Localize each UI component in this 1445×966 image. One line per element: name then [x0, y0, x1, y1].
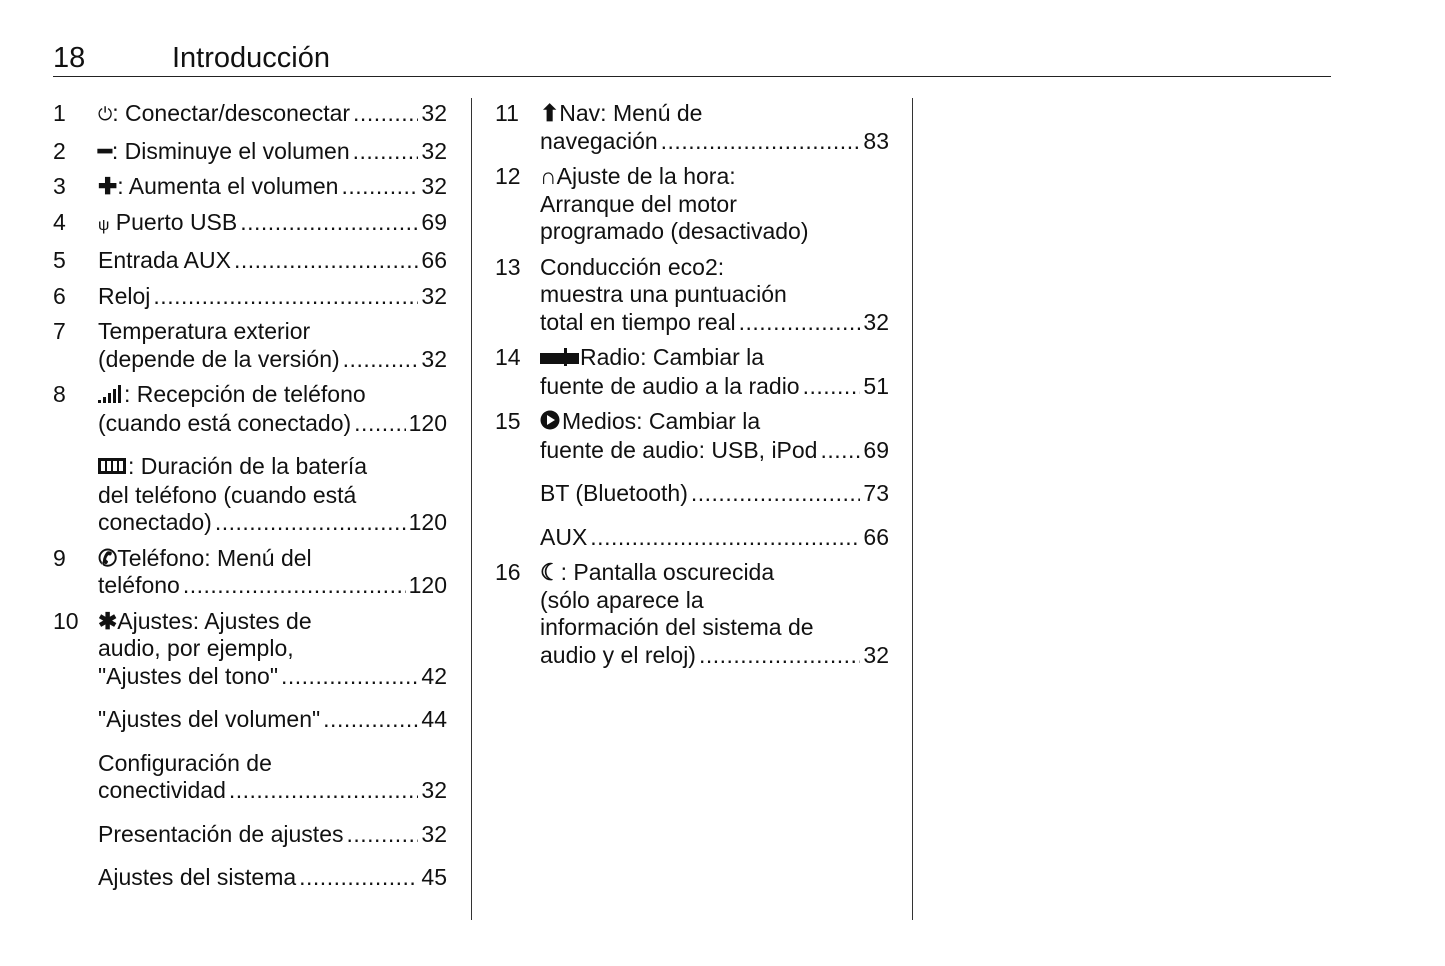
list-item: 8 : Recepción de teléfono (cuando está conectado) ..... 120	[53, 381, 447, 437]
toc-line: ✚: Aumenta el volumen ..... 32	[98, 173, 447, 201]
item-number: 12	[495, 163, 521, 189]
list-item	[53, 706, 447, 734]
leader-dots	[281, 663, 418, 691]
minus-icon: ━	[98, 137, 112, 164]
item-number: 16	[495, 559, 521, 586]
item-number: 8	[53, 381, 66, 407]
page-ref: 32	[421, 100, 447, 126]
list-item	[53, 821, 447, 849]
page-ref: 73	[863, 480, 889, 507]
item-number: 13	[495, 253, 521, 280]
list-item: 12 ∩Ajuste de la hora: Arranque del motor programado (desactivado)	[495, 163, 809, 244]
page-ref: 120	[408, 509, 447, 536]
media-play-icon	[540, 409, 562, 437]
leader-dots	[229, 777, 419, 805]
list-item: 15 Medios: Cambiar la fuente de audio: USB, iPod ..... 69	[495, 408, 889, 464]
leader-dots	[699, 642, 860, 670]
item-number: 11	[495, 100, 519, 126]
plus-icon: ✚	[98, 173, 118, 199]
list-item: : Duración de la batería del teléfono (cuando está conectado) ..... 120	[53, 453, 447, 537]
page-header	[53, 40, 1331, 77]
leader-dots	[215, 509, 406, 537]
leader-dots	[739, 309, 861, 337]
list-item	[53, 138, 447, 166]
column-divider-left	[471, 98, 472, 920]
toc-line: total en tiempo real ..... 32	[540, 309, 889, 337]
phone-icon: ✆	[98, 544, 118, 571]
list-item: 14 Radio: Cambiar la fuente de audio a la radio ..... 51	[495, 344, 889, 400]
page-ref: 69	[421, 208, 447, 235]
toc-line: teléfono ..... 120	[98, 572, 447, 600]
right-column	[495, 100, 889, 677]
item-number: 6	[53, 282, 66, 309]
list-item: 9 ✆Teléfono: Menú del teléfono ..... 120	[53, 545, 447, 600]
toc-line: (depende de la versión) ..... 32	[98, 346, 447, 374]
gear-icon: ✱	[98, 607, 118, 634]
page-number: 18	[53, 42, 86, 74]
toc-line: ψ Puerto USB ..... 69	[98, 209, 447, 240]
toc-line: ━: Disminuye el volumen ..... 32	[98, 138, 447, 166]
leader-dots	[343, 346, 419, 374]
page-ref: 66	[421, 247, 447, 273]
list-item: 11 ⬆Nav: Menú de navegación ..... 83	[495, 100, 889, 155]
list-item	[495, 524, 889, 552]
item-number: 7	[53, 318, 66, 344]
toc-line: conectividad ..... 32	[98, 777, 447, 805]
toc-line: ⏻: Conectar/desconectar ..... 32	[98, 100, 447, 130]
page-ref: 45	[421, 864, 447, 891]
toc-line: "Ajustes del tono" ..... 42	[98, 663, 447, 691]
item-number: 1	[53, 100, 66, 126]
leader-dots	[590, 524, 860, 552]
toc-line: conectado) ..... 120	[98, 509, 447, 537]
leader-dots	[820, 437, 860, 465]
leader-dots	[353, 138, 419, 166]
toc-line: Entrada AUX ..... 66	[98, 247, 447, 275]
toc-line: fuente de audio: USB, iPod ..... 69	[540, 437, 889, 465]
left-column	[53, 100, 447, 900]
toc-line: BT (Bluetooth) ..... 73	[540, 480, 889, 508]
battery-icon	[98, 454, 128, 482]
page-ref: 32	[421, 137, 447, 164]
list-item	[53, 209, 447, 240]
item-number: 14	[495, 344, 521, 370]
leader-dots	[299, 864, 418, 892]
item-number: 3	[53, 173, 66, 199]
list-item: 13 Conducción eco2: muestra una puntuación total en tiempo real ..... 32	[495, 254, 889, 337]
item-number: 5	[53, 247, 66, 273]
leader-dots	[153, 283, 418, 311]
item-number: 15	[495, 408, 521, 435]
toc-line: AUX ..... 66	[540, 524, 889, 552]
toc-line: fuente de audio a la radio ..... 51	[540, 373, 889, 401]
list-item	[53, 247, 447, 275]
leader-dots	[183, 572, 406, 600]
moon-icon: ☾	[540, 559, 561, 586]
list-item	[53, 864, 447, 892]
page-ref: 32	[421, 282, 447, 309]
leader-dots	[234, 247, 418, 275]
page-ref: 66	[863, 523, 889, 550]
item-number: 10	[53, 607, 79, 634]
page-ref: 32	[421, 777, 447, 804]
list-item	[53, 173, 447, 201]
signal-strength-icon	[98, 382, 124, 410]
toc-line: Reloj ..... 32	[98, 283, 447, 311]
page-ref: 32	[421, 345, 447, 372]
item-number: 4	[53, 208, 66, 235]
leader-dots	[803, 373, 861, 401]
toc-line: navegación ..... 83	[540, 128, 889, 156]
page-ref: 42	[421, 662, 447, 689]
radio-icon	[540, 345, 580, 373]
toc-line: audio y el reloj) ..... 32	[540, 642, 889, 670]
list-item: 16 ☾: Pantalla oscurecida (sólo aparece la información del sistema de audio y el reloj) ..... 32	[495, 559, 889, 669]
clock-icon: ∩	[540, 163, 557, 189]
toc-line: (cuando está conectado) ..... 120	[98, 410, 447, 438]
item-number: 2	[53, 137, 66, 164]
leader-dots	[341, 173, 418, 201]
page-title: Introducción	[172, 42, 330, 74]
page-ref: 69	[863, 436, 889, 463]
toc-line: Ajustes del sistema ..... 45	[98, 864, 447, 892]
leader-dots	[661, 128, 861, 156]
leader-dots	[347, 821, 419, 849]
page-ref: 32	[421, 173, 447, 199]
leader-dots	[353, 100, 418, 130]
page-ref: 120	[408, 409, 447, 436]
list-item: Configuración de conectividad ..... 32	[53, 750, 447, 805]
list-item	[53, 100, 447, 130]
leader-dots	[691, 480, 861, 508]
leader-dots	[240, 209, 418, 240]
page-ref: 32	[863, 641, 889, 668]
page-ref: 83	[863, 127, 889, 154]
nav-arrow-icon: ⬆	[540, 100, 560, 126]
list-item: 10 ✱Ajustes: Ajustes de audio, por ejemplo, "Ajustes del tono" ..... 42	[53, 608, 447, 691]
item-number: 9	[53, 544, 66, 571]
power-icon: ⏻	[98, 104, 113, 124]
page-ref: 32	[421, 820, 447, 847]
leader-dots	[354, 410, 405, 438]
page-ref: 32	[863, 308, 889, 335]
toc-line: Presentación de ajustes ..... 32	[98, 821, 447, 849]
toc-line: "Ajustes del volumen" ..... 44	[98, 706, 447, 734]
page-ref: 120	[408, 572, 447, 599]
list-item	[495, 480, 889, 508]
page-ref: 44	[421, 706, 447, 733]
list-item	[53, 283, 447, 311]
leader-dots	[323, 706, 418, 734]
list-item: 7 Temperatura exterior (depende de la versión) ..... 32	[53, 318, 447, 373]
page-ref: 51	[863, 372, 889, 399]
column-divider-right	[912, 98, 913, 920]
usb-icon: ψ	[98, 216, 110, 234]
